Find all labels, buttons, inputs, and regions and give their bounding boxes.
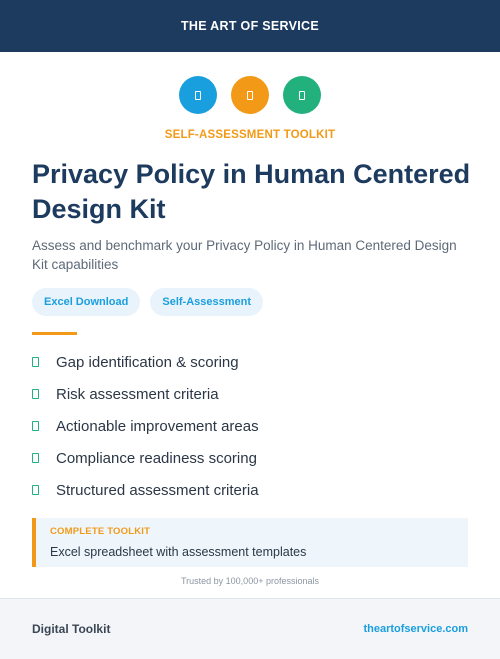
check-icon [32, 485, 39, 495]
feature-text: Risk assessment criteria [56, 385, 219, 403]
orange-document-icon [231, 76, 269, 114]
tag-self-assessment: Self-Assessment [150, 288, 263, 316]
trusted-note: Trusted by 100,000+ professionals [180, 576, 319, 586]
feature-text: Actionable improvement areas [56, 417, 259, 435]
footer-label: Digital Toolkit [32, 622, 111, 636]
green-document-icon [283, 76, 321, 114]
check-icon [32, 453, 39, 463]
feature-item [32, 474, 472, 506]
tag-excel-download: Excel Download [32, 288, 140, 316]
page-title: Privacy Policy in Human Centered Design Kit [32, 159, 471, 224]
icon-row [0, 76, 500, 114]
blue-document-icon [179, 76, 217, 114]
footer-bar [0, 598, 500, 659]
check-icon [32, 389, 39, 399]
tag-list [32, 288, 263, 316]
feature-list [32, 346, 472, 506]
callout-text: Excel spreadsheet with assessment templates [50, 545, 307, 559]
page-subtitle: Assess and benchmark your Privacy Policy in Human Centered Design Kit capabilities [32, 238, 457, 272]
eyebrow-label: SELF-ASSESSMENT TOOLKIT [164, 129, 336, 141]
callout-title: COMPLETE TOOLKIT [50, 526, 151, 537]
feature-text: Gap identification & scoring [56, 353, 239, 371]
toolkit-callout [32, 518, 468, 567]
feature-text: Structured assessment criteria [56, 481, 259, 499]
check-icon [32, 421, 39, 431]
feature-item [32, 378, 472, 410]
feature-item [32, 346, 472, 378]
accent-divider [32, 332, 77, 335]
feature-item [32, 442, 472, 474]
feature-text: Compliance readiness scoring [56, 449, 257, 467]
brand-name: THE ART OF SERVICE [180, 19, 320, 33]
top-banner [0, 0, 500, 52]
website-link[interactable]: theartofservice.com [363, 623, 468, 635]
feature-item [32, 410, 472, 442]
check-icon [32, 357, 39, 367]
